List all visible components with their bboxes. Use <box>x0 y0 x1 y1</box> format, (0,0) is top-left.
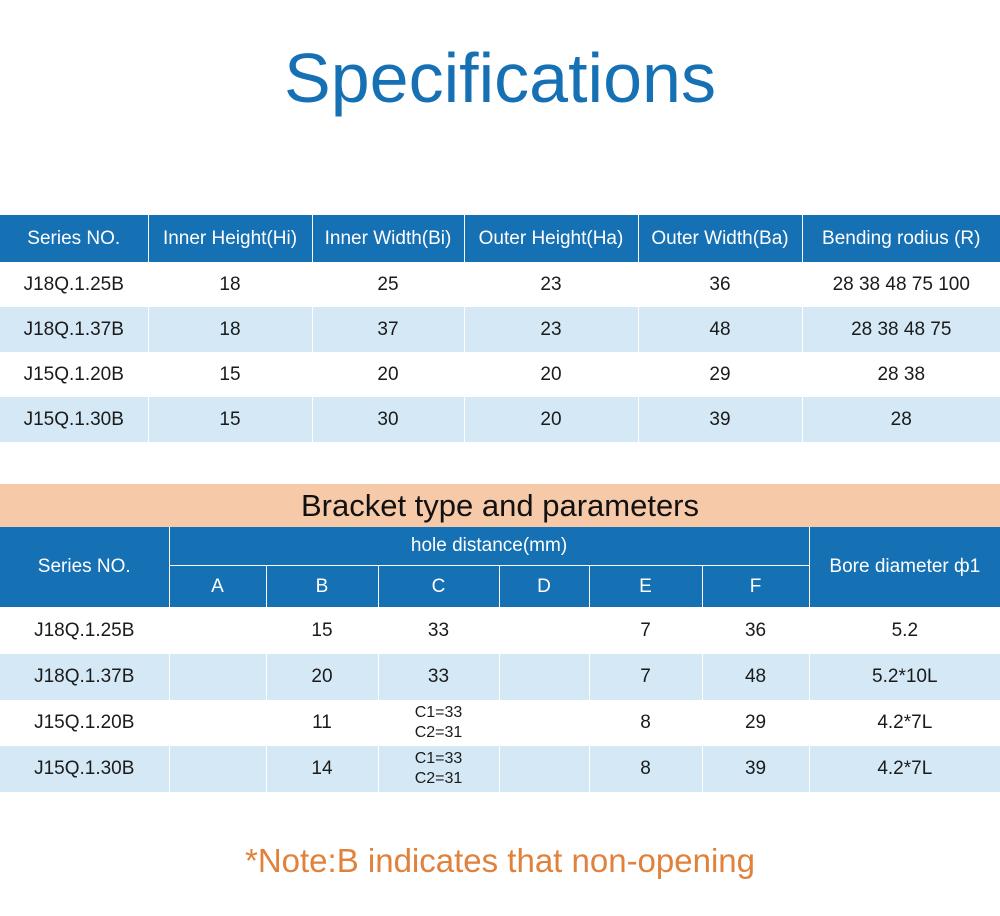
cell-bore: 4.2*7L <box>809 746 1000 792</box>
cell-series: J15Q.1.20B <box>0 700 169 746</box>
cell-inner-width: 25 <box>312 262 464 307</box>
cell-d <box>499 746 589 792</box>
cell-series: J18Q.1.37B <box>0 307 148 352</box>
table-row <box>0 262 1000 307</box>
cell-d <box>499 608 589 655</box>
cell-a <box>169 608 266 655</box>
cell-bending-radius: 28 38 <box>802 352 1000 397</box>
cell-bending-radius: 28 <box>802 397 1000 442</box>
cell-outer-width: 36 <box>638 262 802 307</box>
header-hole-distance: hole distance(mm) <box>169 527 809 566</box>
header-outer-width: Outer Width(Ba) <box>638 215 802 262</box>
cell-b: 20 <box>266 654 378 700</box>
cell-c <box>378 654 499 700</box>
table-row <box>0 746 1000 792</box>
bracket-banner: Bracket type and parameters <box>0 484 1000 527</box>
header-c: C <box>378 566 499 608</box>
cell-c-line2: C2=31 <box>414 724 463 741</box>
cell-inner-width: 20 <box>312 352 464 397</box>
header-e: E <box>589 566 702 608</box>
cell-outer-width: 39 <box>638 397 802 442</box>
cell-e: 8 <box>589 746 702 792</box>
cell-series: J15Q.1.30B <box>0 746 169 792</box>
cell-f: 29 <box>702 700 809 746</box>
cell-series: J18Q.1.25B <box>0 262 148 307</box>
cell-a <box>169 654 266 700</box>
cell-bending-radius: 28 38 48 75 100 <box>802 262 1000 307</box>
cell-bore: 5.2 <box>809 608 1000 655</box>
cell-inner-width: 37 <box>312 307 464 352</box>
cell-c-line1: 33 <box>427 666 450 687</box>
header-series-no: Series NO. <box>0 215 148 262</box>
header-series-no: Series NO. <box>0 527 169 608</box>
header-b: B <box>266 566 378 608</box>
cell-bore: 5.2*10L <box>809 654 1000 700</box>
cell-inner-height: 18 <box>148 307 312 352</box>
table-row <box>0 700 1000 746</box>
header-f: F <box>702 566 809 608</box>
header-bore-diameter: Bore diameter ф1 <box>809 527 1000 608</box>
cell-e: 7 <box>589 654 702 700</box>
header-inner-width: Inner Width(Bi) <box>312 215 464 262</box>
cell-f: 36 <box>702 608 809 655</box>
cell-c <box>378 700 499 746</box>
table-header-row <box>0 527 1000 566</box>
cell-c <box>378 746 499 792</box>
table-row <box>0 307 1000 352</box>
cell-outer-height: 23 <box>464 262 638 307</box>
cell-f: 48 <box>702 654 809 700</box>
cell-bending-radius: 28 38 48 75 <box>802 307 1000 352</box>
table-row <box>0 608 1000 655</box>
cell-inner-width: 30 <box>312 397 464 442</box>
cell-outer-height: 23 <box>464 307 638 352</box>
table-header-row <box>0 215 1000 262</box>
cell-outer-width: 29 <box>638 352 802 397</box>
cell-outer-width: 48 <box>638 307 802 352</box>
cell-e: 8 <box>589 700 702 746</box>
table-row <box>0 654 1000 700</box>
cell-c-line1: C1=33 <box>414 750 463 767</box>
cell-a <box>169 700 266 746</box>
cell-bore: 4.2*7L <box>809 700 1000 746</box>
cell-b: 14 <box>266 746 378 792</box>
cell-series: J15Q.1.20B <box>0 352 148 397</box>
cell-c <box>378 608 499 655</box>
cell-outer-height: 20 <box>464 352 638 397</box>
cell-b: 11 <box>266 700 378 746</box>
cell-inner-height: 18 <box>148 262 312 307</box>
cell-c-line2: C2=31 <box>414 770 463 787</box>
cell-d <box>499 700 589 746</box>
cell-d <box>499 654 589 700</box>
cell-e: 7 <box>589 608 702 655</box>
specifications-table <box>0 215 1000 442</box>
footnote: *Note:B indicates that non-opening <box>244 842 756 879</box>
header-a: A <box>169 566 266 608</box>
cell-series: J18Q.1.37B <box>0 654 169 700</box>
bracket-table <box>0 527 1000 792</box>
cell-inner-height: 15 <box>148 352 312 397</box>
cell-c-line1: 33 <box>427 620 450 641</box>
cell-b: 15 <box>266 608 378 655</box>
cell-outer-height: 20 <box>464 397 638 442</box>
cell-inner-height: 15 <box>148 397 312 442</box>
header-outer-height: Outer Height(Ha) <box>464 215 638 262</box>
page-title: Specifications <box>284 39 716 117</box>
cell-f: 39 <box>702 746 809 792</box>
cell-c-line1: C1=33 <box>414 704 463 721</box>
cell-series: J15Q.1.30B <box>0 397 148 442</box>
cell-series: J18Q.1.25B <box>0 608 169 655</box>
header-bending-radius: Bending rodius (R) <box>802 215 1000 262</box>
header-inner-height: Inner Height(Hi) <box>148 215 312 262</box>
cell-a <box>169 746 266 792</box>
table-row <box>0 397 1000 442</box>
table-row <box>0 352 1000 397</box>
header-d: D <box>499 566 589 608</box>
